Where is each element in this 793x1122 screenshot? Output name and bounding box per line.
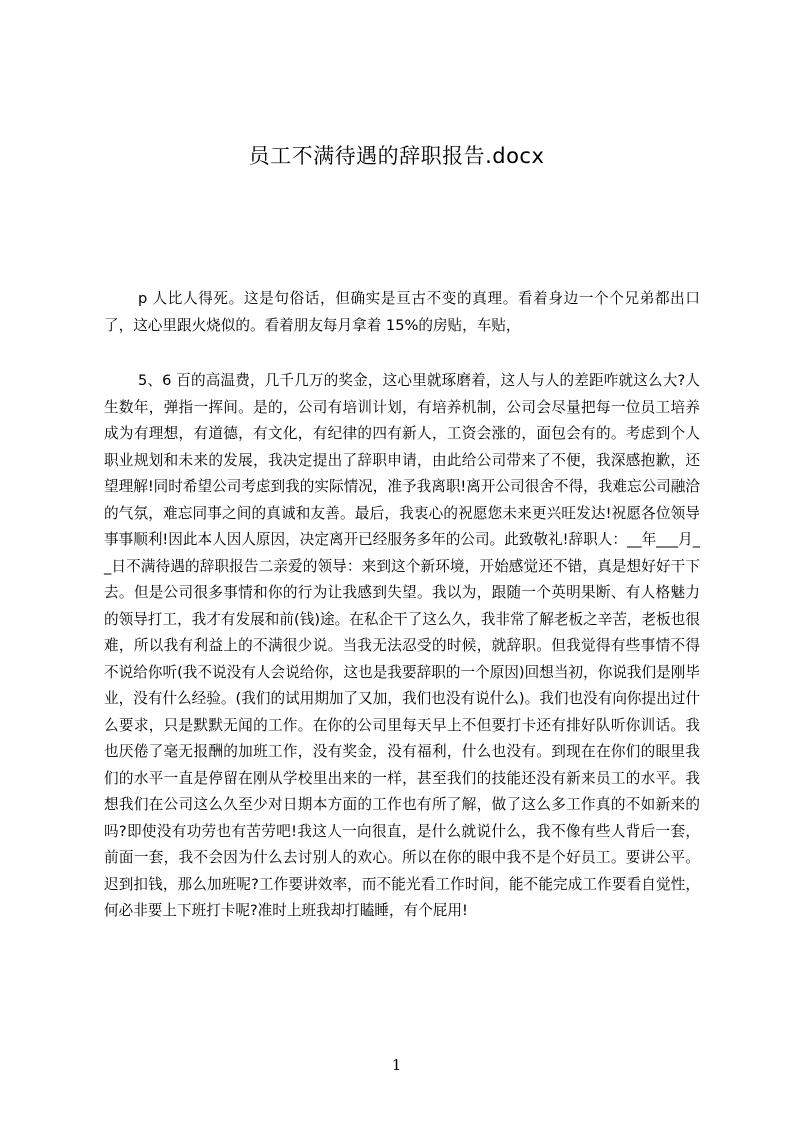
paragraph-1: p 人比人得死。这是句俗话，但确实是亘古不变的真理。看着身边一个个兄弟都出口了，这心里跟火烧似的。看着朋友每月拿着 15%的房贴，车贴，: [104, 290, 700, 334]
paragraph-2: 5、6 百的高温费，几千几万的奖金，这心里就琢磨着，这人与人的差距咋就这么大?人生数年，弹指一挥间。是的，公司有培训计划，有培养机制，公司会尽量把每一位员工培养成为有理想，有道德，有文化，有纪律的四有新人，工资会涨的，面包会有的。考虑到个人职业规划和未来的发展，我决定提出了辞职申请，由此给公司带来了不便，我深感抱歉，还望理解!同时希望公司考虑到我的实际情况，准予我离职!离开公司很舍不得，我难忘公司融洽的气氛，难忘同事之间的真诚和友善。最后，我衷心的祝愿您未来更兴旺发达!祝愿各位领导事事顺利!因此本人因人原因，决定离开已经服务多年的公司。此致敬礼!辞职人：__年___月__日不满待遇的辞职报告二亲爱的领导：来到这个新环境，开始感觉还不错，真是想好好干下去。但是公司很多事情和你的行为让我感到失望。我以为，跟随一个英明果断、有人格魅力的领导打工，我才有发展和前(钱)途。在私企干了这么久，我非常了解老板之辛苦，老板也很难，所以我有利益上的不满很少说。当我无法忍受的时候，就辞职。但我觉得有些事情不得不说给你听(我不说没有人会说给你，这也是我要辞职的一个原因)回想当初，你说我们是刚毕业，没有什么经验。(我们的试用期加了又加，我们也没有说什么)。我们也没有向你提出过什么要求，只是默默无闻的工作。在你的公司里每天早上不但要打卡还有排好队听你训话。我也厌倦了毫无报酬的加班工作，没有奖金，没有福利，什么也没有。到现在在你们的眼里我们的水平一直是停留在刚从学校里出来的一样，甚至我们的技能还没有新来员工的水平。我想我们在公司这么久至少对日期本方面的工作也有所了解，做了这么多工作真的不如新来的吗?即使没有功劳也有苦劳吧!我这人一向很直，是什么就说什么，我不像有些人背后一套，前面一套，我不会因为什么去讨别人的欢心。所以在你的眼中我不是个好员工。要讲公平。迟到扣钱，那么加班呢?工作要讲效率，而不能光看工作时间，能不能完成工作要看自觉性，何必非要上下班打卡呢?准时上班我却打瞌睡，有个屁用!: [104, 372, 700, 919]
page-number: 1: [391, 1056, 402, 1074]
document-title: 员工不满待遇的辞职报告.docx: [248, 144, 545, 168]
